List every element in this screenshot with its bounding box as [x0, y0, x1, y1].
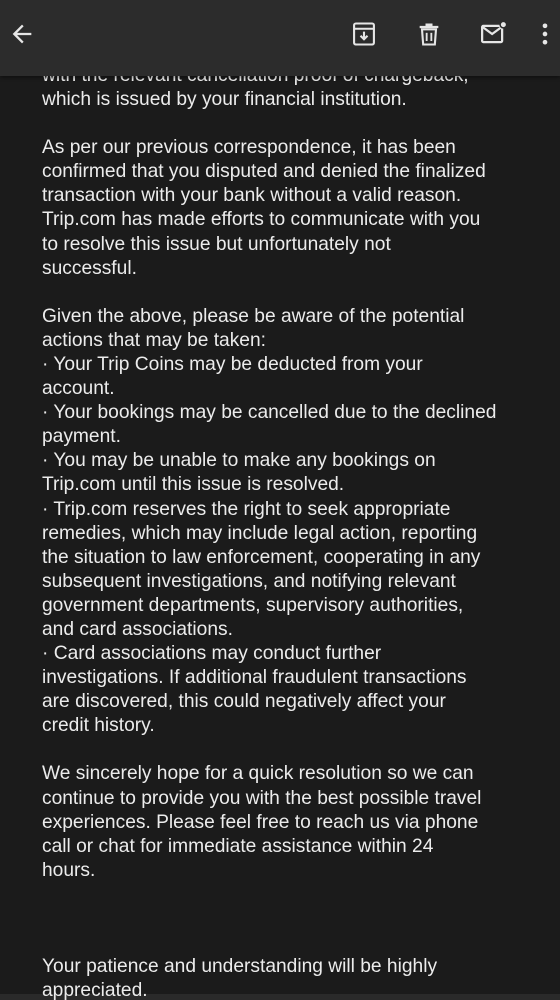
- email-line: government departments, supervisory authorities,: [42, 594, 464, 616]
- archive-icon: [350, 20, 378, 48]
- mark-unread-button[interactable]: [472, 12, 516, 56]
- more-options-button[interactable]: [530, 12, 560, 56]
- trash-icon: [415, 20, 443, 48]
- email-line: Given the above, please be aware of the potential: [42, 305, 465, 327]
- spacer: [42, 907, 542, 955]
- app-toolbar: [0, 0, 560, 76]
- delete-button[interactable]: [407, 12, 451, 56]
- email-line: continue to provide you with the best possible travel: [42, 787, 482, 809]
- email-line: · Trip.com reserves the right to seek appropriate: [42, 498, 451, 520]
- email-line: account.: [42, 378, 115, 400]
- email-line: are discovered, this could negatively affect your: [42, 691, 446, 713]
- arrow-left-icon: [8, 20, 36, 48]
- email-line: As per our previous correspondence, it has been: [42, 137, 456, 159]
- email-line: hours.: [42, 859, 96, 881]
- email-line: · Card associations may conduct further: [42, 643, 382, 665]
- email-line: experiences. Please feel free to reach us via phone: [42, 811, 479, 833]
- email-line: Your patience and understanding will be highly: [42, 955, 438, 977]
- email-line: appreciated.: [42, 980, 148, 1000]
- email-paragraph: [42, 305, 542, 739]
- email-line: payment.: [42, 426, 121, 448]
- back-button[interactable]: [0, 12, 44, 56]
- email-line: which is issued by your financial institution.: [42, 89, 407, 111]
- email-line: confirmed that you disputed and denied the finalized: [42, 161, 486, 183]
- email-paragraph: [42, 136, 542, 281]
- email-line: investigations. If additional fraudulent transactions: [42, 667, 467, 689]
- email-line: · You may be unable to make any bookings on: [42, 450, 436, 472]
- email-line: call or chat for immediate assistance within 24: [42, 835, 434, 857]
- email-line: remedies, which may include legal action, reporting: [42, 522, 478, 544]
- email-line: subsequent investigations, and notifying relevant: [42, 570, 456, 592]
- email-paragraph: [42, 762, 542, 882]
- email-line: credit history.: [42, 715, 155, 737]
- email-line: and card associations.: [42, 618, 233, 640]
- archive-button[interactable]: [342, 12, 386, 56]
- email-line: · Your Trip Coins may be deducted from your: [42, 353, 423, 375]
- email-body: [42, 64, 542, 1000]
- email-line: We sincerely hope for a quick resolution so we can: [42, 763, 474, 785]
- email-line: Trip.com until this issue is resolved.: [42, 474, 345, 496]
- email-line: the situation to law enforcement, cooperating in any: [42, 546, 481, 568]
- email-line: to resolve this issue but unfortunately not: [42, 233, 391, 255]
- mail-unread-icon: [479, 19, 509, 49]
- email-line: transaction with your bank without a valid reason.: [42, 185, 462, 207]
- email-line: actions that may be taken:: [42, 329, 266, 351]
- email-line: Trip.com has made efforts to communicate with you: [42, 209, 481, 231]
- email-paragraph: [42, 955, 542, 1000]
- email-line: · Your bookings may be cancelled due to the declined: [42, 402, 497, 424]
- more-vertical-icon: [539, 20, 551, 48]
- email-line: successful.: [42, 257, 137, 279]
